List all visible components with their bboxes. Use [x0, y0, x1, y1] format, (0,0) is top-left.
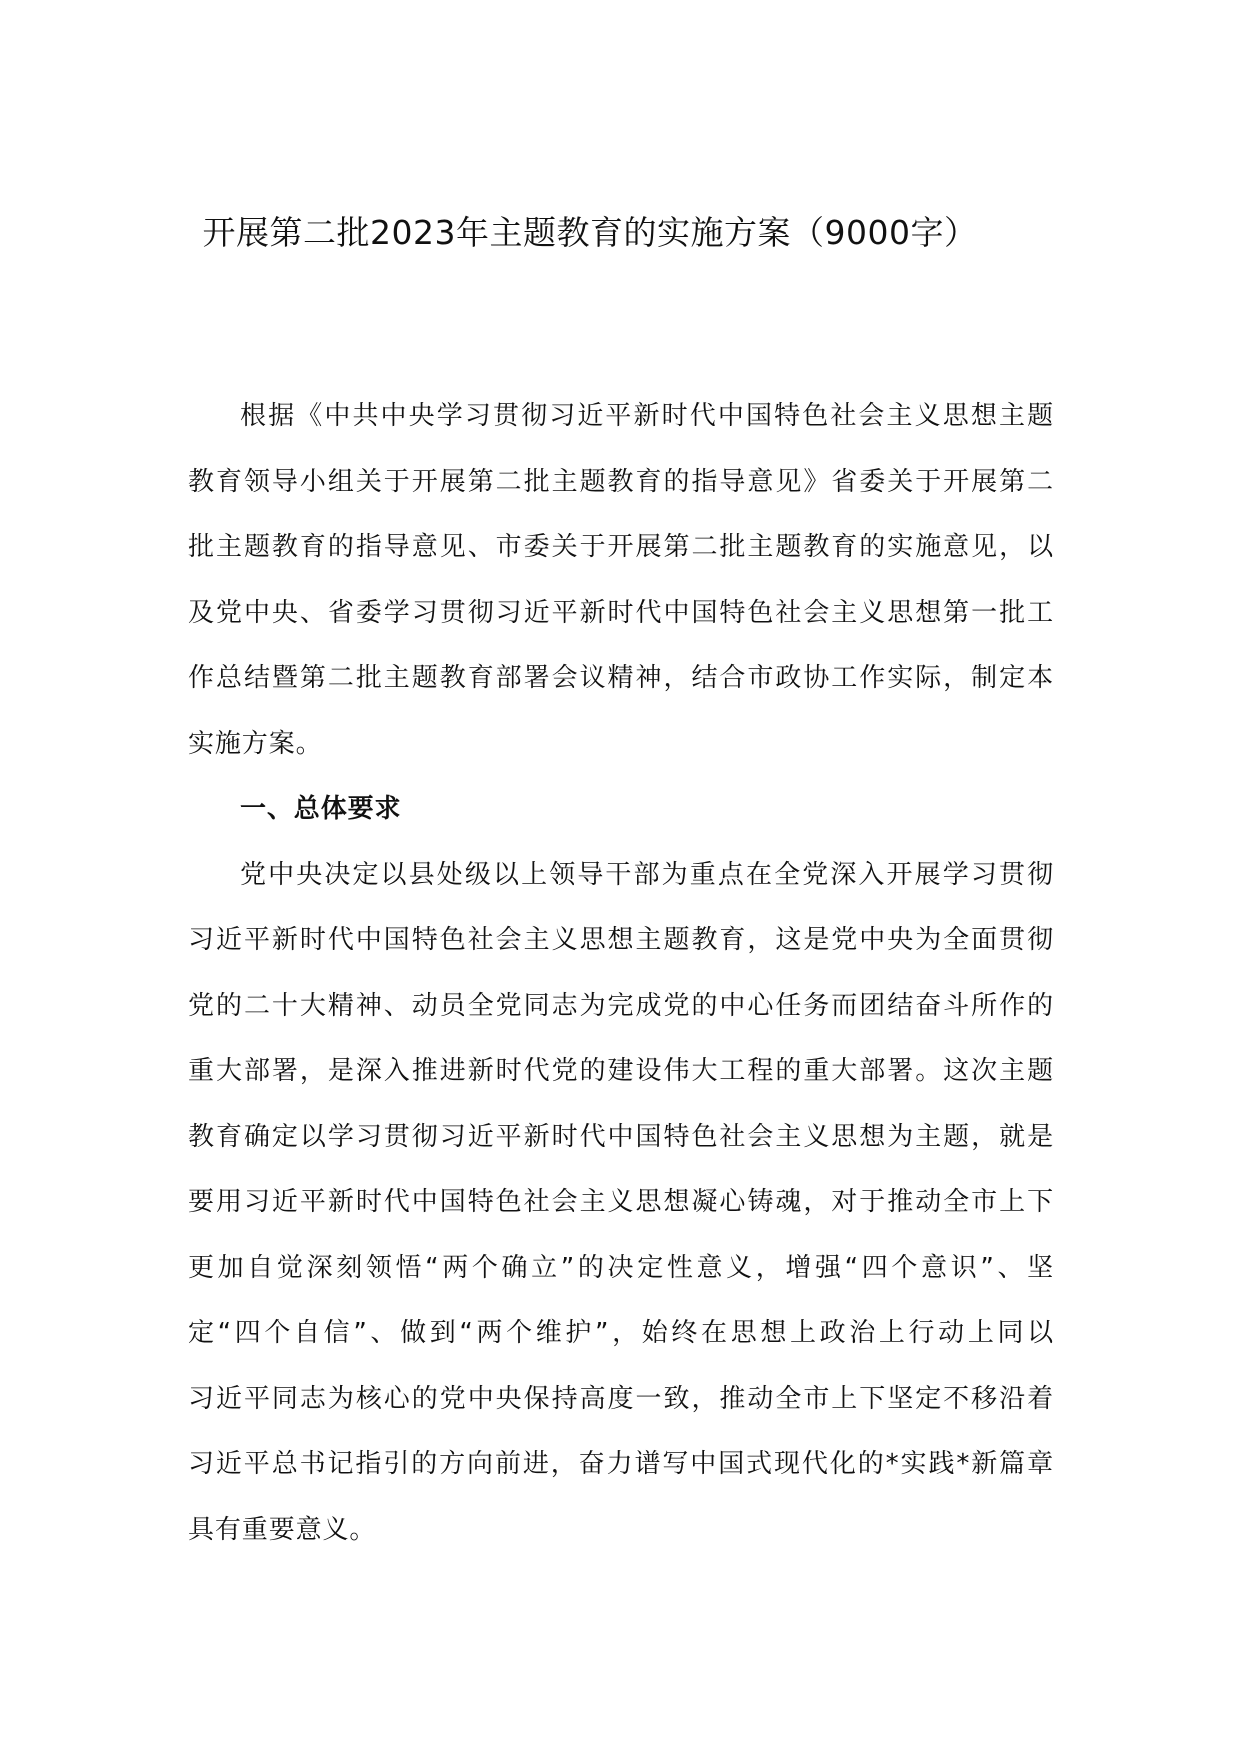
text-line: 根据《中共中央学习贯彻习近平新时代中国特色社会主义思想主题 [240, 401, 1054, 431]
text-line: 实施方案。 [188, 728, 323, 759]
text-line: 习近平同志为核心的党中央保持高度一致，推动全市上下坚定不移沿着 [188, 1383, 1054, 1414]
document-title: 开展第二批2023年主题教育的实施方案（9000字） [202, 213, 978, 252]
text-line: 教育领导小组关于开展第二批主题教育的指导意见》省委关于开展第二 [188, 466, 1054, 497]
text-line: 具有重要意义。 [188, 1514, 377, 1545]
text-line: 定“四个自信”、做到“两个维护”，始终在思想上政治上行动上同以 [188, 1318, 1054, 1348]
text-line: 批主题教育的指导意见、市委关于开展第二批主题教育的实施意见，以 [188, 532, 1054, 562]
text-line: 习近平新时代中国特色社会主义思想主题教育，这是党中央为全面贯彻 [188, 925, 1054, 955]
section1-paragraph [188, 843, 1054, 1564]
text-line: 及党中央、省委学习贯彻习近平新时代中国特色社会主义思想第一批工 [188, 597, 1054, 628]
text-line: 党的二十大精神、动员全党同志为完成党的中心任务而团结奋斗所作的 [188, 990, 1054, 1021]
text-line: 更加自觉深刻领悟“两个确立”的决定性意义，增强“四个意识”、坚 [188, 1252, 1054, 1283]
text-line: 教育确定以学习贯彻习近平新时代中国特色社会主义思想为主题，就是 [188, 1121, 1054, 1152]
section-heading-paragraph [188, 777, 1054, 843]
text-line: 习近平总书记指引的方向前进，奋力谱写中国式现代化的*实践*新篇章 [188, 1449, 1054, 1479]
text-line: 作总结暨第二批主题教育部署会议精神，结合市政协工作实际，制定本 [188, 663, 1054, 693]
text-line: 重大部署，是深入推进新时代党的建设伟大工程的重大部署。这次主题 [188, 1056, 1054, 1086]
document-body [188, 384, 1054, 1563]
section-heading: 一、总体要求 [240, 794, 402, 824]
text-line: 党中央决定以县处级以上领导干部为重点在全党深入开展学习贯彻 [240, 859, 1054, 890]
intro-paragraph [188, 384, 1054, 777]
text-line: 要用习近平新时代中国特色社会主义思想凝心铸魂，对于推动全市上下 [188, 1187, 1054, 1217]
